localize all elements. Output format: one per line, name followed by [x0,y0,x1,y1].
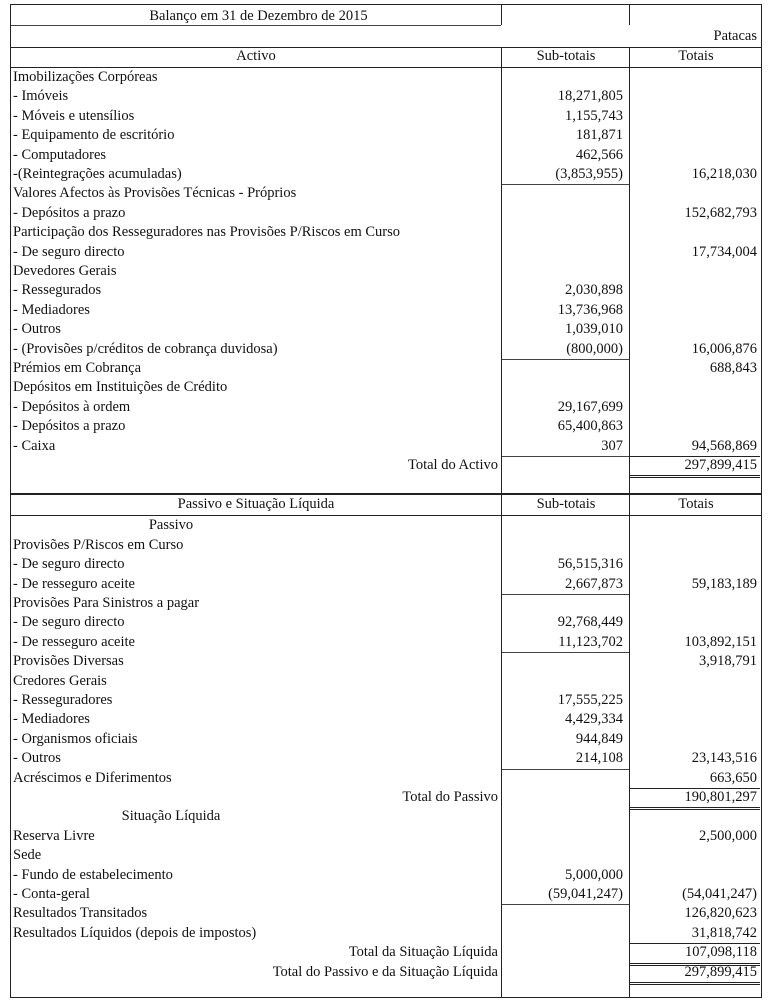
row-label: - Organismos oficiais [13,730,138,747]
subtotal-value: 462,566 [575,146,623,163]
total-value: 663,650 [709,769,757,786]
row-label: - Mediadores [13,301,90,318]
row-label: Total do Activo [407,457,498,473]
column-divider [629,47,630,68]
subtotal-value: 1,039,010 [565,321,623,338]
column-divider [501,47,502,68]
row-label: - De seguro directo [13,556,125,573]
row-label: Credores Gerais [13,672,107,689]
column-header-row [11,47,761,68]
row-label: -(Reintegrações acumuladas) [13,166,182,182]
subtotal-value: 11,123,702 [558,633,623,650]
table-row [11,340,761,359]
total-value: 103,892,151 [684,633,757,650]
table-row [11,359,761,378]
subtotal-value: 214,108 [575,750,623,767]
row-label: - Móveis e utensílios [13,107,135,124]
document-title: Balanço em 31 de Dezembro de 2015 [149,8,368,24]
table-row [11,320,761,339]
total-value: 94,568,869 [691,437,757,454]
row-label: - Resseguradores [13,692,113,708]
row-label: Resultados Transitados [13,905,148,922]
row-label: Devedores Gerais [13,263,117,279]
table-row [11,691,761,710]
row-label: - De seguro directo [13,614,125,631]
subtotal-value: 2,667,873 [565,575,623,592]
table-row [11,204,761,223]
table-row [11,885,761,904]
total-row [11,963,761,982]
table-row [11,613,761,632]
balance-sheet [10,4,762,998]
total-value: 16,218,030 [691,166,757,182]
row-label: - Mediadores [13,711,90,728]
table-row [11,672,761,691]
row-label: Prémios em Cobrança [13,360,142,376]
total-value: 152,682,793 [684,204,757,221]
total-box-top [629,943,760,944]
table-row [11,146,761,165]
row-label: Reserva Livre [13,827,95,844]
row-label: Provisões Para Sinistros a pagar [13,595,200,611]
table-row [11,281,761,300]
subtotal-value: 181,871 [575,127,623,144]
subtotal-value: 2,030,898 [565,282,623,299]
subtotal-value: (800,000) [566,340,623,357]
total-value: (54,041,247) [682,886,757,902]
subtotal-value: 1,155,743 [565,107,623,124]
subtotal-value: 5,000,000 [565,866,623,883]
row-label: Total da Situação Líquida [348,944,498,961]
table-row [11,536,761,555]
total-double-underline [629,475,760,478]
table-row [11,769,761,788]
subtotal-value: 29,167,699 [557,398,623,415]
table-row [11,223,761,242]
column-header-description: Activo [236,48,276,64]
row-label: - Computadores [13,146,107,163]
table-row [11,417,761,436]
table-row [11,243,761,262]
column-divider [501,516,502,997]
subtotal-value: (59,041,247) [548,886,623,902]
row-label: - Outros [13,321,61,338]
column-header-subtotals: Sub-totais [536,48,596,64]
table-row [11,68,761,87]
row-label: - Outros [13,750,61,767]
table-row [11,107,761,126]
total-value: 107,098,118 [685,944,757,961]
row-label: Imobilizações Corpóreas [13,69,158,85]
column-header-description: Passivo e Situação Líquida [177,496,335,513]
column-header-totals: Totais [678,496,714,513]
subtotal-value: 65,400,863 [557,418,623,435]
subtotal-value: 307 [601,437,623,454]
table-row [11,126,761,145]
total-value: 2,500,000 [699,827,757,844]
row-label: - Depósitos a prazo [13,204,126,221]
title-block [11,5,761,48]
column-divider [501,68,502,493]
total-box-top [629,456,760,457]
row-label: Provisões P/Riscos em Curso [13,536,184,553]
total-double-underline [629,982,760,985]
total-value: 297,899,415 [684,963,757,980]
row-label: - Depósitos à ordem [13,398,131,415]
total-value: 59,183,189 [691,575,757,592]
row-label: - De seguro directo [13,243,125,260]
table-row [11,866,761,885]
total-value: 190,801,297 [684,789,757,805]
column-divider [629,68,630,493]
row-label: Total do Passivo [402,789,498,805]
total-value: 3,918,791 [699,653,757,670]
row-label: - De resseguro aceite [13,633,135,650]
column-divider [629,516,630,997]
total-row [11,943,761,962]
table-row [11,378,761,397]
row-label: Resultados Líquidos (depois de impostos) [13,924,257,941]
table-row [11,710,761,729]
subtotal-value: 92,768,449 [557,614,623,631]
row-label: Sede [13,847,42,864]
subtotal-value: 18,271,805 [557,88,623,105]
total-box-top [629,788,760,789]
total-value: 126,820,623 [684,905,757,922]
table-row [11,398,761,417]
table-row [11,165,761,184]
row-label: Participação dos Resseguradores nas Provisões P/Riscos em Curso [13,224,401,241]
column-divider [629,495,630,516]
column-divider [629,5,630,25]
total-row [11,456,761,475]
total-value: 688,843 [709,360,757,376]
subtotal-value: 56,515,316 [557,556,623,573]
section-heading-row [11,807,761,826]
table-row [11,575,761,594]
total-box-top [629,963,760,964]
title-divider [11,25,501,26]
subtotal-value: 944,849 [575,730,623,747]
row-label: Total do Passivo e da Situação Líquida [272,963,498,980]
total-value: 31,818,742 [691,924,757,941]
row-label: Situação Líquida [121,808,221,825]
currency-label: Patacas [713,28,757,44]
row-label: - (Provisões p/créditos de cobrança duvidosa) [13,340,278,357]
column-divider [501,5,502,25]
table-row [11,924,761,943]
total-value: 23,143,516 [691,750,757,767]
subtotal-value: 4,429,334 [565,711,623,728]
row-label: Provisões Diversas [13,653,124,670]
column-header-subtotals: Sub-totais [536,496,596,513]
table-row [11,594,761,613]
total-value: 297,899,415 [684,457,757,473]
table-row [11,652,761,671]
row-label: - Conta-geral [13,886,90,902]
subtotal-value: 13,736,968 [557,301,623,318]
total-row [11,788,761,807]
row-label: Valores Afectos às Provisões Técnicas - Próprios [13,185,297,202]
row-label: - Caixa [13,437,56,454]
total-value: 16,006,876 [691,340,757,357]
row-label: Depósitos em Instituições de Crédito [13,379,228,396]
column-header-totals: Totais [678,48,714,64]
subtotal-value: 17,555,225 [557,692,623,708]
row-label: - Equipamento de escritório [13,127,175,144]
row-label: Acréscimos e Diferimentos [13,769,172,786]
row-label: - Ressegurados [13,282,102,299]
table-row [11,301,761,320]
row-label: Passivo [148,517,194,534]
table-row [11,846,761,865]
table-row [11,437,761,456]
total-value: 17,734,004 [691,243,757,260]
section-heading-row [11,516,761,535]
table-row [11,262,761,281]
table-row [11,633,761,652]
table-row [11,555,761,574]
table-row [11,749,761,768]
table-row [11,184,761,203]
table-row [11,904,761,923]
row-label: - Depósitos a prazo [13,418,126,435]
subtotal-value: (3,853,955) [555,166,623,182]
row-label: - Fundo de estabelecimento [13,866,173,883]
row-label: - Imóveis [13,88,69,105]
column-header-row [11,495,761,516]
row-label: - De resseguro aceite [13,575,135,592]
table-row [11,730,761,749]
column-divider [501,495,502,516]
table-row [11,827,761,846]
table-row [11,87,761,106]
